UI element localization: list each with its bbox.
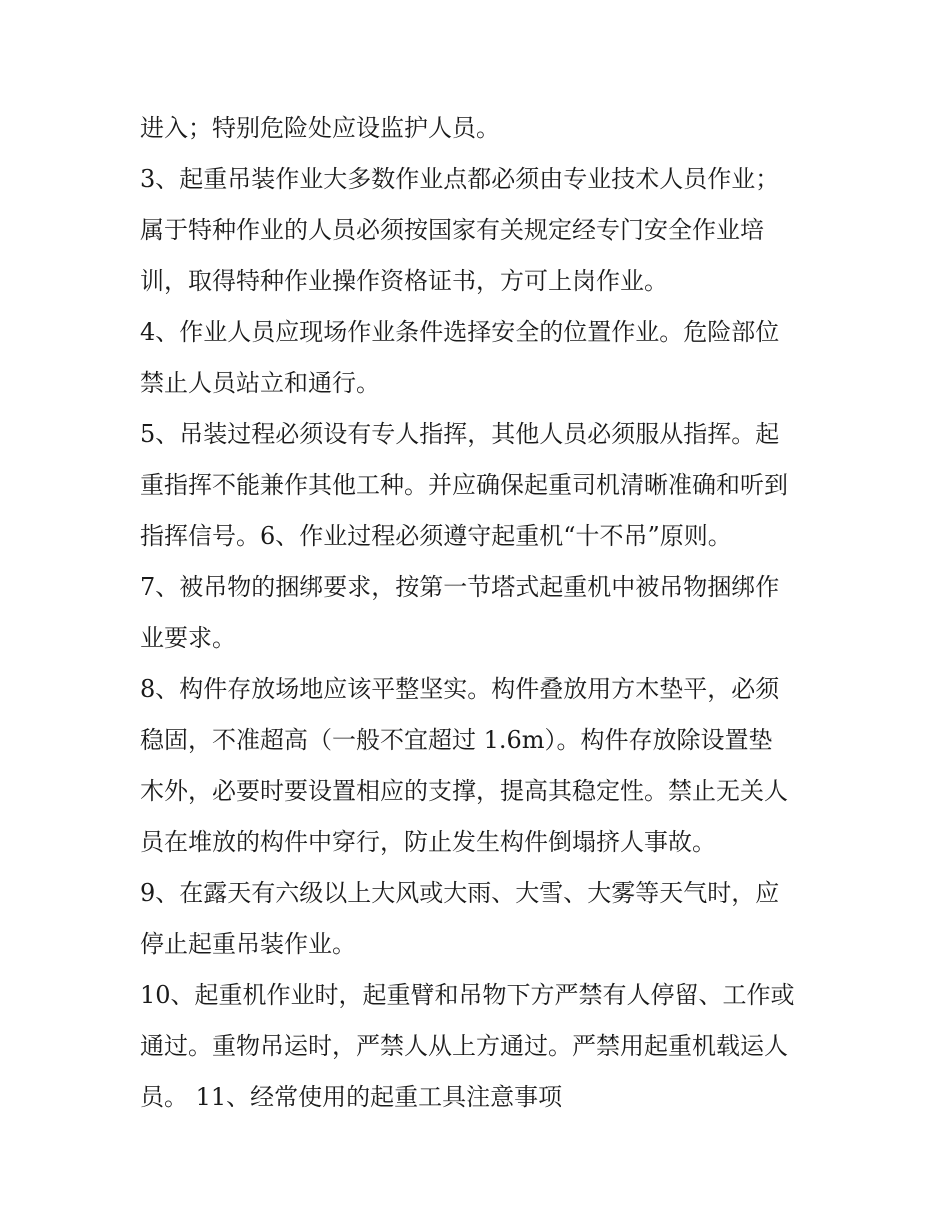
text-line: 训，取得特种作业操作资格证书，方可上岗作业。 <box>140 267 668 295</box>
text-line: 稳固，不准超高（一般不宜超过 1.6m）。构件存放除设置垫 <box>140 726 773 754</box>
body-text <box>140 103 820 1123</box>
text-line: 通过。重物吊运时，严禁人从上方通过。严禁用起重机载运人 <box>140 1032 788 1060</box>
text-line: 指挥信号。6、作业过程必须遵守起重机“十不吊”原则。 <box>140 522 732 550</box>
text-line: 进入；特别危险处应设监护人员。 <box>140 114 500 142</box>
text-line: 9、在露天有六级以上大风或大雨、大雪、大雾等天气时，应 <box>140 879 780 907</box>
text-line: 属于特种作业的人员必须按国家有关规定经专门安全作业培 <box>140 216 764 244</box>
text-line: 重指挥不能兼作其他工种。并应确保起重司机清晰准确和听到 <box>140 471 788 499</box>
text-line: 员在堆放的构件中穿行，防止发生构件倒塌挤人事故。 <box>140 828 716 856</box>
text-line: 3、起重吊装作业大多数作业点都必须由专业技术人员作业； <box>140 165 780 193</box>
text-line: 木外，必要时要设置相应的支撑，提高其稳定性。禁止无关人 <box>140 777 788 805</box>
text-line: 禁止人员站立和通行。 <box>140 369 380 397</box>
text-line: 业要求。 <box>140 624 236 652</box>
text-line: 7、被吊物的捆绑要求，按第一节塔式起重机中被吊物捆绑作 <box>140 573 780 601</box>
text-line: 8、构件存放场地应该平整坚实。构件叠放用方木垫平，必须 <box>140 675 780 703</box>
text-line: 5、吊装过程必须设有专人指挥，其他人员必须服从指挥。起 <box>140 420 780 448</box>
text-line: 员。 11、经常使用的起重工具注意事项 <box>140 1083 563 1111</box>
text-line: 10、起重机作业时，起重臂和吊物下方严禁有人停留、工作或 <box>140 981 795 1009</box>
text-line: 停止起重吊装作业。 <box>140 930 356 958</box>
text-line: 4、作业人员应现场作业条件选择安全的位置作业。危险部位 <box>140 318 780 346</box>
